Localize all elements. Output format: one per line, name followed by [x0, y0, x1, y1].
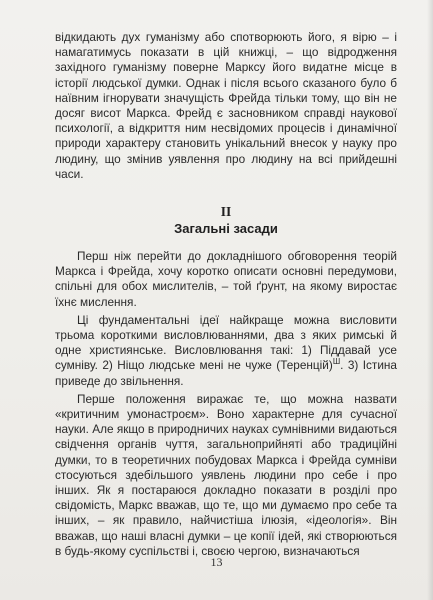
- paragraph-three-statements-end: . 3) Істина приведе до звільнення.: [55, 358, 397, 388]
- section-heading: [55, 203, 397, 237]
- paragraph-critical-mindset: Перше положення виражає те, що можна назвати «критичним умонастроєм». Воно характерне для сучасної науки. Але якщо в природничих науках сумнівними видаються свідчення органів чуття, загальноприйняті або традиційні думки, то в теоретичних побудовах Маркса і Фрейда сумніви стосуються здебільшого уявлень людини про себе і про інших. Як я постараюся докладно показати в розділі про свідомість, Маркс вважав, що те, що ми думаємо про себе та інших, – як правило, найчистіша ілюзія, «ідеологія». Він вважав, що наші власні думки – це копії ідей, які створюються в будь-якому суспільстві і, своєю чергою, визначаються: [55, 391, 397, 558]
- paragraph-premises: Перш ніж перейти до докладнішого обговорення теорій Маркса і Фрейда, хочу коротко описати основні передумови, спільні для обох мислителів, – той ґрунт, на якому виростає їхнє мислення.: [55, 249, 397, 309]
- page-number: 13: [210, 555, 223, 569]
- page-edge-shadow: [427, 0, 433, 600]
- section-title: Загальні засади: [174, 221, 278, 237]
- page-content: [55, 30, 397, 559]
- footnote-mark[interactable]: Ш: [332, 357, 341, 367]
- section-number: II: [220, 204, 232, 220]
- paragraph-three-statements: [55, 313, 397, 389]
- paragraph-three-statements-text: Ці фундаментальні ідеї найкраще можна висловити трьома короткими висловлюваннями, два з яких римські й одне християнське. Висловлювання такі: 1) Піддавай усе сумніву. 2) Ніщо людське мені не чуже (Теренцій): [55, 312, 397, 373]
- top-paragraph: відкидають дух гуманізму або спотворюють його, я вірю – і намагатимусь показати в цій книжці, – що відродження західного гуманізму поверне Марксу його видатне місце в історії людської думки. Однак і після всього сказаного було б наївним ігнорувати значущість Фрейда тільки тому, що він не досяг висот Маркса. Фрейд є засновником справді наукової психології, а відкриття ним несвідомих процесів і динамічної природи характеру становить унікальний внесок у науку про людину, що змінив уявлення про людину на всі прийдешні часи.: [55, 30, 397, 181]
